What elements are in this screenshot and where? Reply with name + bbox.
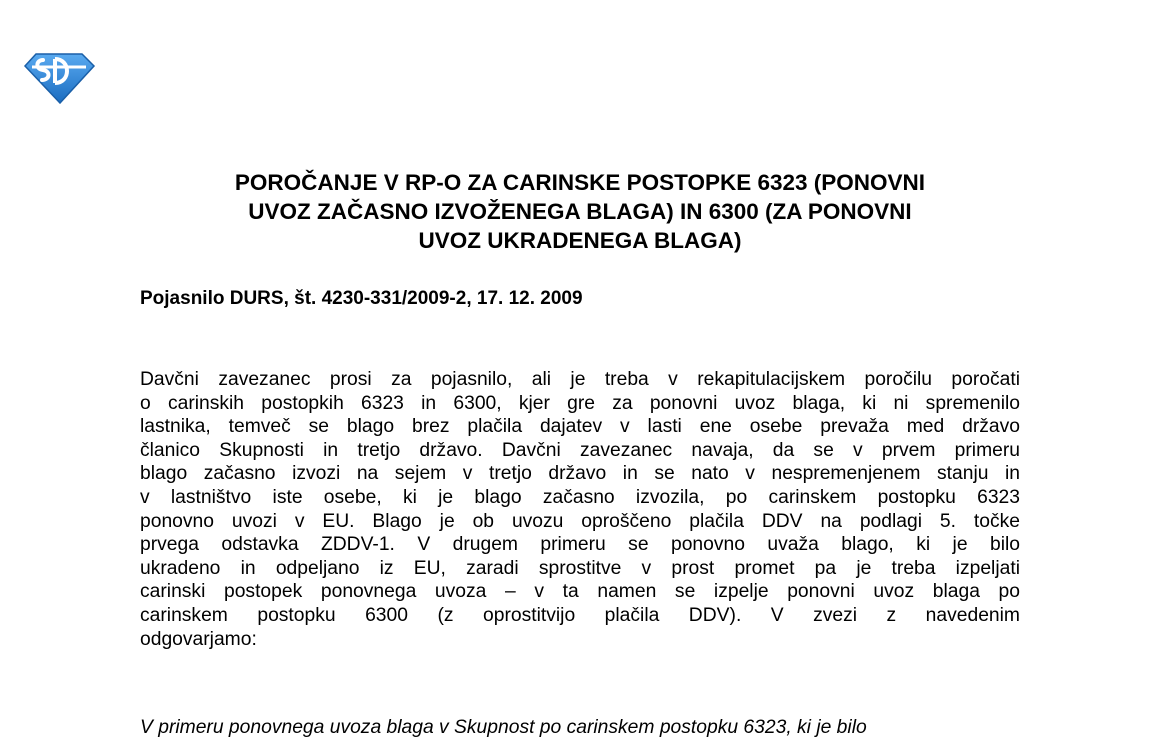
body-line: ukradeno in odpeljano iz EU, zaradi sprostitve v prost promet pa je treba izpeljati [140, 557, 1020, 579]
title-line: POROČANJE V RP-O ZA CARINSKE POSTOPKE 6323 (PONOVNI [234, 170, 926, 195]
sd-logo-icon [22, 50, 96, 104]
title-line: UVOZ UKRADENEGA BLAGA) [418, 228, 742, 253]
body-line: carinskem postopku 6300 (z oprostitvijo plačila DDV). V zvezi z navedenim [140, 604, 1020, 626]
body-line: Davčni zavezanec prosi za pojasnilo, ali je treba v rekapitulacijskem poročilu poročati [140, 369, 1020, 390]
body-paragraph [140, 368, 1020, 651]
body-line: prvega odstavka ZDDV-1. V drugem primeru se ponovno uvaža blago, ki je bilo [140, 534, 1020, 556]
body-line: o carinskih postopkih 6323 in 6300, kjer gre za ponovni uvoz blaga, ki ni spremenilo [140, 392, 1020, 414]
body-line: carinski postopek ponovnega uvoza – v ta namen se izpelje ponovni uvoz blaga po [140, 581, 1020, 603]
body-line: blago začasno izvozi na sejem v tretjo državo in se nato v nespremenjenem stanju in [140, 463, 1020, 485]
body-line: lastnika, temveč se blago brez plačila dajatev v lasti ene osebe prevaža med državo [140, 416, 1020, 438]
body-line: ponovno uvozi v EU. Blago je ob uvozu oproščeno plačila DDV na podlagi 5. točke [140, 510, 1020, 532]
body-line: članico Skupnosti in tretjo državo. Davčni zavezanec navaja, da se v prvem primeru [140, 439, 1020, 461]
body-line: odgovarjamo: [140, 628, 257, 650]
document-title [140, 168, 1020, 255]
title-line: UVOZ ZAČASNO IZVOŽENEGA BLAGA) IN 6300 (ZA PONOVNI [248, 199, 912, 224]
document-subtitle: Pojasnilo DURS, št. 4230-331/2009-2, 17. 12. 2009 [140, 288, 583, 309]
body-line: v lastništvo iste osebe, ki je blago začasno izvozila, po carinskem postopku 6323 [140, 486, 1020, 508]
italic-paragraph-start: V primeru ponovnega uvoza blaga v Skupnost po carinskem postopku 6323, ki je bilo [140, 717, 867, 738]
